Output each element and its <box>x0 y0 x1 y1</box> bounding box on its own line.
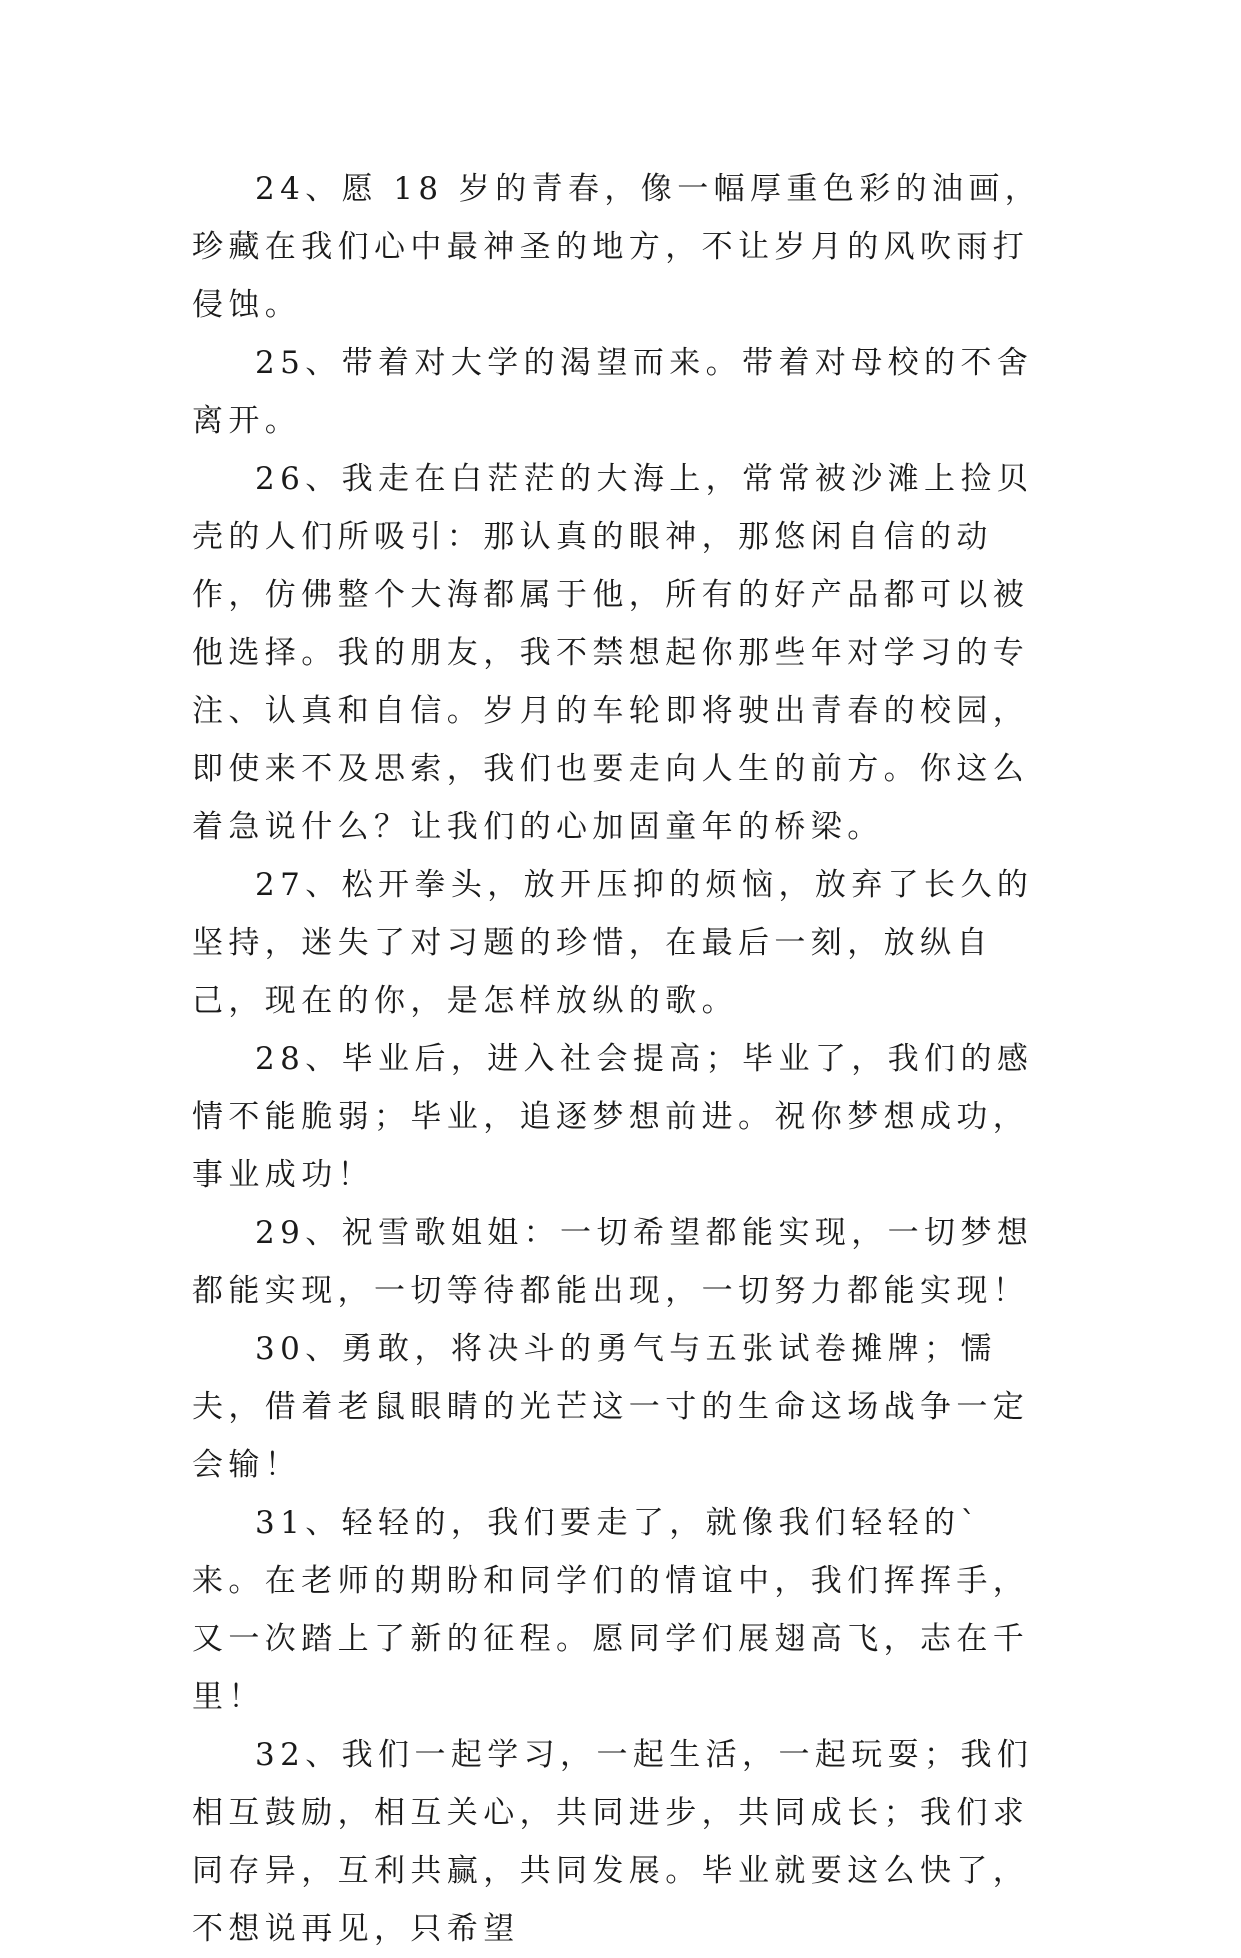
paragraph-26: 26、我走在白茫茫的大海上，常常被沙滩上捡贝壳的人们所吸引：那认真的眼神，那悠闲自信的动作，仿佛整个大海都属于他，所有的好产品都可以被他选择。我的朋友，我不禁想起你那些年对学习的专注、认真和自信。岁月的车轮即将驶出青春的校园，即使来不及思索，我们也要走向人生的前方。你这么着急说什么？让我们的心加固童年的桥梁。 <box>192 461 1034 845</box>
paragraph-27: 27、松开拳头，放开压抑的烦恼，放弃了长久的坚持，迷失了对习题的珍惜，在最后一刻，放纵自己，现在的你，是怎样放纵的歌。 <box>192 867 1034 1019</box>
paragraph-31: 31、轻轻的，我们要走了，就像我们轻轻的`来。在老师的期盼和同学们的情谊中，我们挥挥手，又一次踏上了新的征程。愿同学们展翅高飞，志在千里！ <box>192 1505 1030 1715</box>
paragraph-32: 32、我们一起学习，一起生活，一起玩耍；我们相互鼓励，相互关心，共同进步，共同成长；我们求同存异，互利共赢，共同发展。毕业就要这么快了，不想说再见，只希望 <box>192 1737 1034 1947</box>
paragraph-29: 29、祝雪歌姐姐：一切希望都能实现，一切梦想都能实现，一切等待都能出现，一切努力都能实现！ <box>192 1215 1034 1309</box>
document-body <box>192 160 1052 1958</box>
paragraph-24: 24、愿 18 岁的青春，像一幅厚重色彩的油画，珍藏在我们心中最神圣的地方，不让岁月的风吹雨打侵蚀。 <box>192 171 1042 323</box>
paragraph-28: 28、毕业后，进入社会提高；毕业了，我们的感情不能脆弱；毕业，追逐梦想前进。祝你梦想成功，事业成功！ <box>192 1041 1034 1193</box>
paragraph-30: 30、勇敢，将决斗的勇气与五张试卷摊牌；懦夫，借着老鼠眼睛的光芒这一寸的生命这场战争一定会输！ <box>192 1331 1030 1483</box>
paragraph-25: 25、带着对大学的渴望而来。带着对母校的不舍离开。 <box>192 345 1034 439</box>
